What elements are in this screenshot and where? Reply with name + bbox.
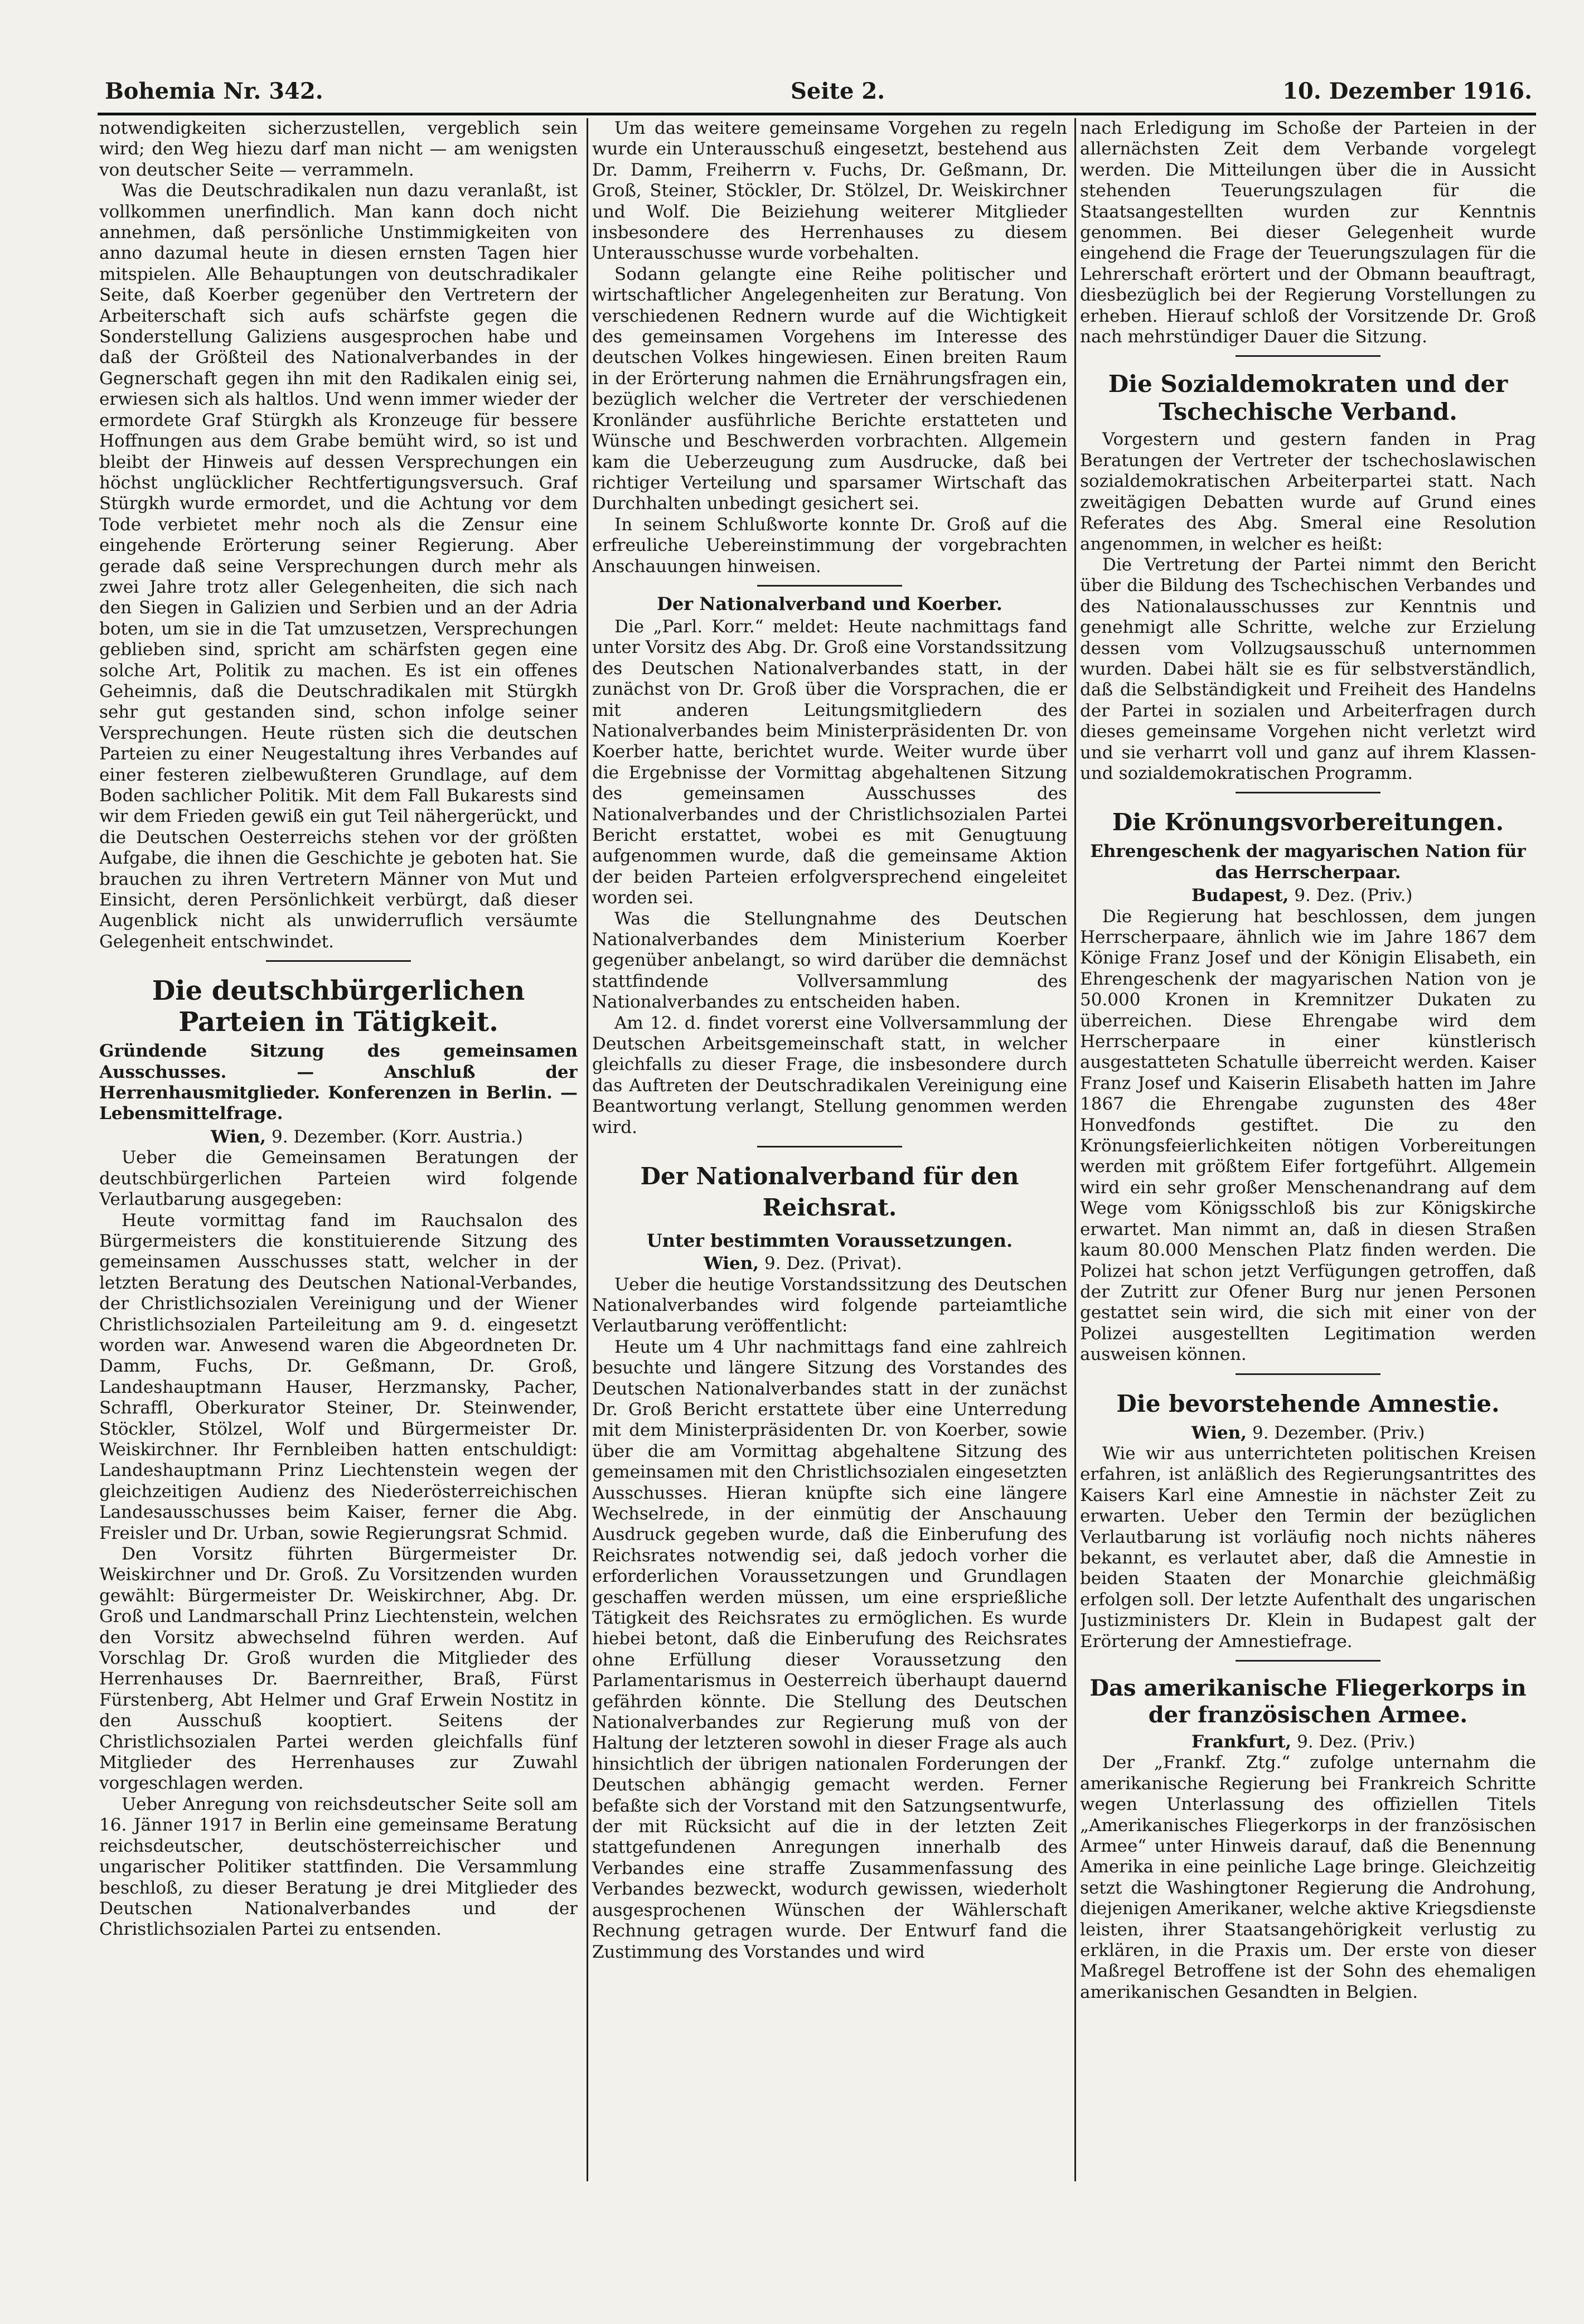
dateline-text: 9. Dez. (Priv.) xyxy=(1294,885,1413,906)
article-headline: Die Sozialdemokraten und der Tschechische Verband. xyxy=(1108,370,1508,426)
page-header xyxy=(105,74,1532,113)
article-headline: Das amerikanische Fliegerkorps in der französischen Armee. xyxy=(1089,1675,1527,1728)
dateline-place: Frankfurt, xyxy=(1191,1732,1292,1752)
section-rule xyxy=(1236,355,1380,357)
dateline xyxy=(1080,885,1536,906)
paragraph: Was die Deutschradikalen nun dazu veranlaßt, ist vollkommen unerfindlich. Man kann doch nicht annehmen, daß persönliche Unstimmigkeiten von anno dazumal heute in diesen ernsten Tagen hier mitspielen. Alle Behauptungen von deutschradikaler Seite, daß Koerber gegenüber den Vertretern der Arbeiterschaft sich aufs schärfste gegen die Sonderstellung Galiziens ausgesprochen habe und daß der Größteil des Nationalverbandes in der Gegnerschaft gegen ihn mit den Radikalen einig sei, erwiesen sich als haltlos. Und wenn immer wieder der ermordete Graf Stürgkh als Kronzeuge für bessere Hoffnungen aus dem Grabe bemüht wird, so ist und bleibt der Hinweis auf dessen Versprechungen ein höchst unglücklicher Rechtfertigungsversuch. Graf Stürgkh wurde ermordet, und die Achtung vor dem Tode verbietet mehr noch als die Zensur eine eingehende Erörterung seiner Regierung. Aber gerade daß seine Versprechungen durch mehr als zwei Jahre trotz aller Gelegenheiten, die sich nach den Siegen in Galizien und Serbien und an der Adria boten, um sie in die Tat umzusetzen, Versprechungen geblieben sind, spricht am schärfsten gegen eine solche Art, Politik zu machen. Es ist ein offenes Geheimnis, daß die Deutschradikalen mit Stürgkh sehr gut gestanden sind, schon infolge seiner Versprechungen. Heute rüsten sich die deutschen Parteien zu einer Neugestaltung ihres Verbandes auf einer festeren zielbewußteren Grundlage, auf dem Boden sachlicher Politik. Mit dem Fall Bukarests sind wir dem Frieden gewiß ein gut Teil nähergerückt, und die Deutschen Oesterreichs stehen vor der größten Aufgabe, die ihnen die Geschichte je geboten hat. Sie brauchen zu ihren Vertretern Männer von Mut und Einsicht, deren Persönlichkeit verbürgt, daß dieser Augenblick nicht als unwiderruflich versäumte Gelegenheit entschwindet. xyxy=(99,181,578,952)
section-rule xyxy=(266,960,411,962)
paragraph: In seinem Schlußworte konnte Dr. Groß auf die erfreuliche Uebereinstimmung der vorgebrachten Anschauungen hinweisen. xyxy=(592,514,1067,577)
dateline-text: 9. Dez. (Privat). xyxy=(764,1253,902,1274)
section-rule xyxy=(1236,792,1380,793)
paragraph: Die „Parl. Korr.“ meldet: Heute nachmittags fand unter Vorsitz des Abg. Dr. Groß eine Vorstandssitzung des Deutschen Nationalverbandes statt, in der zunächst von Dr. Groß über die Vorsprachen, die er mit anderen Leitungsmitgliedern des Nationalverbandes beim Ministerpräsidenten Dr. von Koerber hatte, berichtet wurde. Weiter wurde über die Ergebnisse der Vormittag abgehaltenen Sitzung des gemeinsamen Ausschusses des Nationalverbandes und der Christlichsozialen Partei Bericht erstattet, wobei es mit Genugtuung aufgenommen wurde, daß die gemeinsame Aktion der beiden Parteien erfolgversprechend eingeleitet worden sei. xyxy=(592,616,1067,908)
paragraph: Ueber die Gemeinsamen Beratungen der deutschbürgerlichen Parteien wird folgende Verlautbarung ausgegeben: xyxy=(99,1148,578,1210)
dateline-text: 9. Dez. (Priv.) xyxy=(1297,1732,1416,1752)
dateline-place: Wien, xyxy=(1191,1422,1247,1443)
paragraph: Heute um 4 Uhr nachmittags fand eine zahlreich besuchte und längere Sitzung des Vorstandes des Deutschen Nationalverbandes statt in der zunächst Dr. Groß Bericht erstattete über eine Unterredung mit dem Ministerpräsidenten Dr. von Koerber, sowie über die am Vormittag abgehaltene Sitzung des gemeinsamen mit den Christlichsozialen eingesetzten Ausschusses. Hieran knüpfte sich eine längere Wechselrede, in der einmütig der Anschauung Ausdruck gegeben wurde, daß die Einberufung des Reichsrates notwendig sei, daß jedoch vorher die erforderlichen Voraussetzungen und Grundlagen geschaffen werden müssen, um eine ersprießliche Tätigkeit des Reichsrates zu ermöglichen. Es wurde hiebei betont, daß die Einberufung des Reichsrates ohne Erfüllung dieser Voraussetzung den Parlamentarismus in Oesterreich überhaupt dauernd gefährden könnte. Die Stellung des Deutschen Nationalverbandes zur Regierung muß von der Haltung der letzteren sowohl in dieser Frage als auch hinsichtlich der übrigen nationalen Forderungen der Deutschen abhängig gemacht werden. Ferner befaßte sich der Vorstand mit den Satzungsentwurfe, der mit Rücksicht auf die in der letzten Zeit stattgefundenen Anregungen innerhalb des Verbandes eine straffe Zusammenfassung des Verbandes bezweckt, wodurch gewissen, wiederholt ausgesprochenen Wünschen der Wählerschaft Rechnung getragen wurde. Der Entwurf fand die Zustimmung des Vorstandes und wird xyxy=(592,1337,1067,1962)
dateline-place: Wien, xyxy=(704,1253,759,1274)
article-subheadline: Ehrengeschenk der magyarischen Nation für das Herrscherpaar. xyxy=(1090,841,1526,883)
masthead-issue: Bohemia Nr. 342. xyxy=(105,78,323,104)
paragraph: nach Erledigung im Schoße der Parteien in der allernächsten Zeit dem Verbande vorgelegt werden. Die Mitteilungen über die in Aussicht stehenden Teuerungszulagen für die Staatsangestellten wurden zur Kenntnis genommen. Bei dieser Gelegenheit wurde eingehend die Frage der Teuerungszulagen für die Lehrerschaft erörtert und der Obmann beauftragt, diesbezüglich bei der Regierung Vorstellungen zu erheben. Hierauf schloß der Vorsitzende Dr. Groß nach mehrstündiger Dauer die Sitzung. xyxy=(1080,118,1536,347)
page-number: Seite 2. xyxy=(791,78,885,104)
paragraph: Wie wir aus unterrichteten politischen Kreisen erfahren, ist anläßlich des Regierungsantrittes des Kaisers Karl eine Amnestie in nächster Zeit zu erwarten. Ueber den Termin der bezüglichen Verlautbarung ist vorläufig noch nichts näheres bekannt, es verlautet aber, daß die Amnestie in beiden Staaten der Monarchie gleichmäßig erfolgen soll. Der letzte Aufenthalt des ungarischen Justizministers Dr. Klein in Budapest galt der Erörterung der Amnestiefrage. xyxy=(1080,1443,1536,1652)
paragraph: Heute vormittag fand im Rauchsalon des Bürgermeisters die konstituierende Sitzung des gemeinsamen Ausschusses statt, welcher in der letzten Beratung des Deutschen National-Verbandes, der Christlichsozialen Vereinigung und der Wiener Christlichsozialen Parteileitung am 9. d. eingesetzt worden war. Anwesend waren die Abgeordneten Dr. Damm, Fuchs, Dr. Geßmann, Dr. Groß, Landeshauptmann Hauser, Herzmansky, Pacher, Schraffl, Oberkurator Steiner, Dr. Steinwender, Stöckler, Stölzel, Wolf und Bürgermeister Dr. Weiskirchner. Ihr Fernbleiben hatten entschuldigt: Landeshauptmann Prinz Liechtenstein wegen der gleichzeitigen Audienz des Niederösterreichischen Landesausschusses beim Kaiser, ferner die Abg. Freisler und Dr. Urban, sowie Regierungsrat Schmid. xyxy=(99,1210,578,1543)
paragraph: Der „Frankf. Ztg.“ zufolge unternahm die amerikanische Regierung bei Frankreich Schritte wegen Unterlassung des offiziellen Titels „Amerikanisches Fliegerkorps in der französischen Armee“ unter Hinweis darauf, daß die Benennung Amerika in eine peinliche Lage bringe. Gleichzeitig setzt die Washingtoner Regierung die Androhung, diejenigen Amerikaner, welche aktive Kriegsdienste leisten, ihrer Staatsangehörigkeit verlustig zu erklären, in die Praxis um. Der erste von dieser Maßregel Betroffene ist der Sohn des ehemaligen amerikanischen Gesandten in Belgien. xyxy=(1080,1752,1536,2002)
article-headline: Der Nationalverband für den Reichsrat. xyxy=(640,1163,1019,1222)
dateline-place: Budapest, xyxy=(1191,885,1289,906)
header-rule xyxy=(98,113,1536,115)
paragraph: Am 12. d. findet vorerst eine Vollversammlung der Deutschen Arbeitsgemeinschaft statt, in welcher gleichfalls zu dieser Frage, die insbesondere durch das Auftreten der Deutschradikalen Vereinigung eine Beantwortung verlangt, Stellung genommen werden wird. xyxy=(592,1013,1067,1137)
dateline xyxy=(592,1253,1067,1274)
dateline xyxy=(99,1127,578,1148)
issue-date: 10. Dezember 1916. xyxy=(1282,78,1532,104)
paragraph: notwendigkeiten sicherzustellen, vergeblich sein wird; den Weg hiezu darf man nicht — am wenigsten von deutscher Seite — verrammeln. xyxy=(99,118,578,180)
section-rule xyxy=(1236,1373,1380,1375)
article-subheadline: Gründende Sitzung des gemeinsamen Ausschusses. — Anschluß der Herrenhausmitglieder. Konferenzen in Berlin. — Lebensmittelfrage. xyxy=(99,1041,578,1124)
section-rule xyxy=(757,585,902,587)
dateline xyxy=(1080,1423,1536,1444)
paragraph: Ueber die heutige Vorstandssitzung des Deutschen Nationalverbandes wird folgende parteiamtliche Verlautbarung veröffentlicht: xyxy=(592,1274,1067,1337)
dateline xyxy=(1080,1732,1536,1752)
dateline-place: Wien, xyxy=(211,1126,267,1147)
article-headline: Die Krönungsvorbereitungen. xyxy=(1112,808,1504,836)
article-headline: Die bevorstehende Amnestie. xyxy=(1116,1389,1500,1417)
column-divider xyxy=(587,118,588,2181)
dateline-text: 9. Dezember. (Priv.) xyxy=(1252,1422,1425,1443)
column-2 xyxy=(592,118,1067,2204)
article-subheadline: Unter bestimmten Voraussetzungen. xyxy=(646,1230,1013,1252)
paragraph: Was die Stellungnahme des Deutschen Nationalverbandes dem Ministerium Koerber gegenüber anbelangt, so wird darüber die demnächst stattfindende Vollversammlung des Nationalverbandes zu entscheiden haben. xyxy=(592,908,1067,1013)
paragraph: Die Regierung hat beschlossen, dem jungen Herrscherpaare, ähnlich wie im Jahre 1867 dem Könige Franz Josef und der Königin Elisabeth, ein Ehrengeschenk der magyarischen Nation von je 50.000 Kronen in Kremnitzer Dukaten zu überreichen. Diese Ehrengabe wird dem Herrscherpaare in einer künstlerisch ausgestatteten Schatulle überreicht werden. Kaiser Franz Josef und Kaiserin Elisabeth hatten im Jahre 1867 die Ehrengabe zugunsten des 48er Honvedfonds gestiftet. Die zu den Krönungsfeierlichkeiten nötigen Vorbereitungen werden mit größtem Eifer fortgeführt. Allgemein wird ein sehr großer Menschenandrang auf dem Wege vom Königsschloß bis zur Königskirche erwartet. Man nimmt an, daß in diesen Straßen kaum 80.000 Menschen Platz finden werden. Die Polizei hat schon jetzt Verfügungen getroffen, daß der Zutritt zur Ofener Burg nur jenen Personen gestattet sein wird, die sich mit einer von der Polizei ausgestellten Legitimation werden ausweisen können. xyxy=(1080,906,1536,1365)
section-rule xyxy=(757,1146,902,1148)
article-headline: Der Nationalverband und Koerber. xyxy=(657,593,1002,614)
column-3 xyxy=(1080,118,1536,2204)
column-divider xyxy=(1074,118,1076,2181)
column-1 xyxy=(99,118,578,2204)
paragraph: Sodann gelangte eine Reihe politischer und wirtschaftlicher Angelegenheiten zur Beratung. Von verschiedenen Rednern wurde auf die Wichtigkeit des gemeinsamen Vorgehens im Interesse des deutschen Volkes hingewiesen. Einen breiten Raum in der Erörterung nahmen die Ernährungsfragen ein, bezüglich welcher die Vertreter der verschiedenen Kronländer ausführliche Berichte erstatteten und Wünsche und Beschwerden vorbrachten. Allgemein kam die Ueberzeugung zum Ausdrucke, daß bei richtiger Verteilung und sparsamer Wirtschaft das Durchhalten unbedingt gesichert sei. xyxy=(592,264,1067,514)
article-headline: Die deutschbürgerlichen Parteien in Tätigkeit. xyxy=(152,975,525,1038)
paragraph: Um das weitere gemeinsame Vorgehen zu regeln wurde ein Unterausschuß eingesetzt, bestehend aus Dr. Damm, Freiherrn v. Fuchs, Dr. Geßmann, Dr. Groß, Steiner, Stöckler, Dr. Stölzel, Dr. Weiskirchner und Wolf. Die Beiziehung weiterer Mitglieder insbesondere des Herrenhauses zu diesem Unterausschusse wurde vorbehalten. xyxy=(592,118,1067,264)
paragraph: Ueber Anregung von reichsdeutscher Seite soll am 16. Jänner 1917 in Berlin eine gemeinsame Beratung reichsdeutscher, deutschösterreichischer und ungarischer Politiker stattfinden. Die Versammlung beschloß, zu dieser Beratung je drei Mitglieder des Deutschen Nationalverbandes und der Christlichsozialen Partei zu entsenden. xyxy=(99,1794,578,1940)
paragraph: Die Vertretung der Partei nimmt den Bericht über die Bildung des Tschechischen Verbandes und des Nationalausschusses zur Kenntnis und genehmigt alle Schritte, welche zur Erzielung dessen vom Vollzugsausschuß unternommen wurden. Dabei hält sie es für selbstverständlich, daß die Selbständigkeit und Freiheit des Handelns der Partei in sozialen und Arbeiterfragen durch dieses gemeinsame Vorgehen nicht verletzt wird und sie verharrt voll und ganz auf ihrem Klassen- und sozialdemokratischen Programm. xyxy=(1080,554,1536,783)
paragraph: Den Vorsitz führten Bürgermeister Dr. Weiskirchner und Dr. Groß. Zu Vorsitzenden wurden gewählt: Bürgermeister Dr. Weiskirchner, Abg. Dr. Groß und Landmarschall Prinz Liechtenstein, welchen den Vorsitz abwechselnd führen werden. Auf Vorschlag Dr. Groß wurden die Mitglieder des Herrenhauses Dr. Baernreither, Braß, Fürst Fürstenberg, Abt Helmer und Graf Erwein Nostitz in den Ausschuß kooptiert. Seitens der Christlichsozialen Partei werden gleichfalls fünf Mitglieder des Herrenhauses zur Zuwahl vorgeschlagen werden. xyxy=(99,1544,578,1794)
paragraph: Vorgestern und gestern fanden in Prag Beratungen der Vertreter der tschechoslawischen sozialdemokratischen Arbeiterpartei statt. Nach zweitägigen Debatten wurde auf Grund eines Referates des Abg. Smeral eine Resolution angenommen, in welcher es heißt: xyxy=(1080,429,1536,554)
section-rule xyxy=(1236,1660,1380,1662)
dateline-text: 9. Dezember. (Korr. Austria.) xyxy=(271,1126,523,1147)
